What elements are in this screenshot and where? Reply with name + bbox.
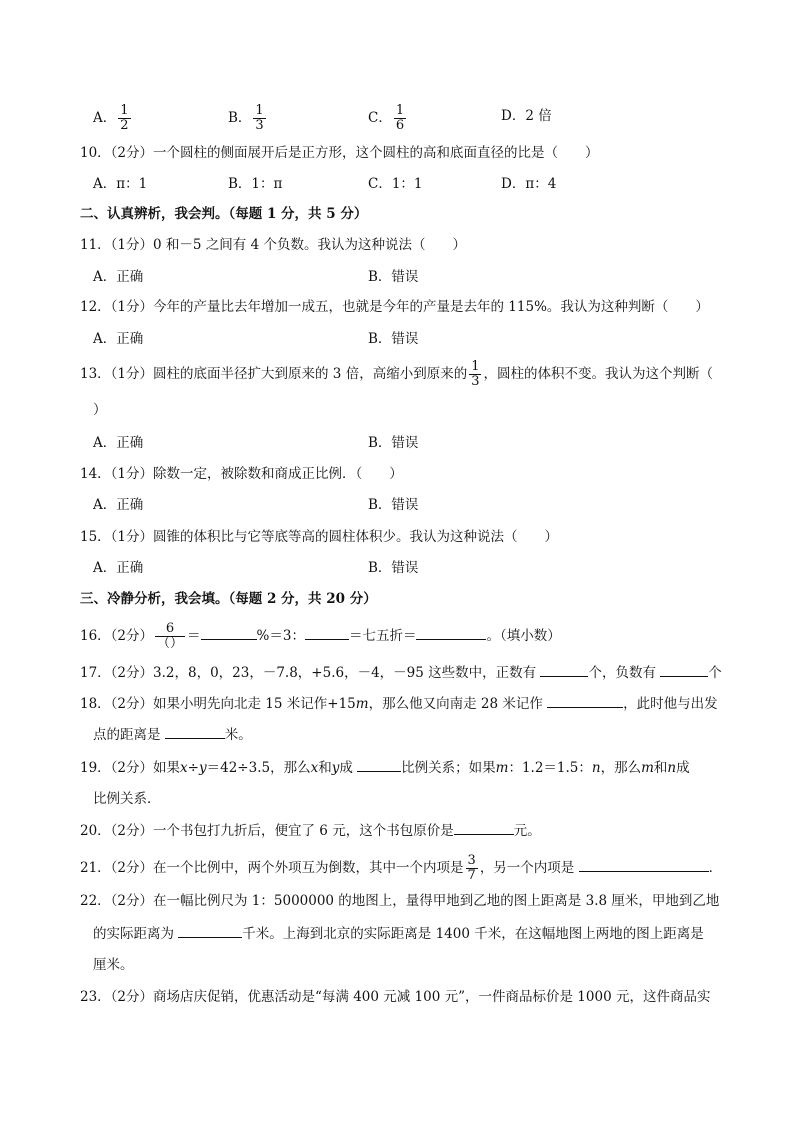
q10-option-b: B．1：π bbox=[228, 176, 283, 192]
q23-text: 23．（2分）商场店庆促销，优惠活动是“每满 400 元减 100 元”，一件商品标价是 1000 元，这件商品实 bbox=[80, 989, 711, 1005]
answer-blank[interactable] bbox=[416, 625, 486, 640]
q9-option-c: C． $\frac{1}{6}$ bbox=[368, 103, 405, 133]
q14-option-b: B．错误 bbox=[368, 497, 419, 513]
q12-text: 12．（1分）今年的产量比去年增加一成五，也就是今年的产量是去年的 115%。我认为这种判断（ ） bbox=[80, 299, 709, 315]
q10-option-a: A．π：1 bbox=[93, 176, 148, 192]
section-3-heading: 三、冷静分析，我会填。（每题 2 分，共 20 分） bbox=[80, 591, 377, 607]
answer-blank[interactable] bbox=[660, 662, 708, 677]
section-2-heading: 二、认真辨析，我会判。（每题 1 分，共 5 分） bbox=[80, 206, 368, 222]
q12-option-b: B．错误 bbox=[368, 331, 419, 347]
q20-text: 20．（2分）一个书包打九折后，便宜了 6 元，这个书包原价是 元。 bbox=[80, 820, 541, 841]
q19-text: 19．（2分）如果x÷y＝42÷3.5，那么x和y成 比例关系；如果m：1.2＝1.5：n，那么m和n成 bbox=[80, 757, 690, 778]
answer-blank[interactable] bbox=[178, 923, 242, 938]
q9-option-d: D．2 倍 bbox=[501, 108, 552, 124]
q10-option-d: D．π：4 bbox=[501, 176, 557, 192]
answer-blank[interactable] bbox=[201, 625, 257, 640]
q18-text: 18．（2分）如果小明先向北走 15 米记作+15m，那么他又向南走 28 米记作 ，此时他与出发 bbox=[80, 693, 718, 714]
answer-blank[interactable] bbox=[305, 625, 349, 640]
q10-option-c: C．1：1 bbox=[368, 176, 423, 192]
answer-blank[interactable] bbox=[165, 724, 225, 739]
q22-text-cont: 的实际距离为 千米。上海到北京的实际距离是 1400 千米，在这幅地图上两地的图上距离是 bbox=[93, 923, 704, 944]
q13-option-a: A．正确 bbox=[93, 435, 144, 451]
answer-blank[interactable] bbox=[547, 693, 623, 708]
q17-text: 17．（2分）3.2，8，0，23，－7.8，+5.6，－4，－95 这些数中，正数有 个，负数有 个 bbox=[80, 662, 722, 683]
fraction: $\frac{6}{()}$ bbox=[157, 621, 184, 651]
answer-blank[interactable] bbox=[357, 757, 401, 772]
fraction: $\frac{3}{7}$ bbox=[467, 853, 476, 883]
q12-option-a: A．正确 bbox=[93, 331, 144, 347]
fraction: $\frac{1}{2}$ bbox=[120, 103, 129, 133]
answer-blank[interactable] bbox=[579, 857, 709, 872]
q15-text: 15．（1分）圆锥的体积比与它等底等高的圆柱体积少。我认为这种说法（ ） bbox=[80, 529, 559, 545]
q21-text: 21．（2分）在一个比例中，两个外项互为倒数，其中一个内项是 $\frac{3}{7}$ ，另一个内项是 ． bbox=[80, 853, 723, 883]
q11-option-b: B．错误 bbox=[368, 269, 419, 285]
answer-blank[interactable] bbox=[454, 820, 514, 835]
q9-option-a: A． $\frac{1}{2}$ bbox=[93, 103, 129, 133]
q11-text: 11．（1分）0 和－5 之间有 4 个负数。我认为这种说法（ ） bbox=[80, 237, 466, 253]
q9-option-b: B． $\frac{1}{3}$ bbox=[228, 103, 264, 133]
q14-text: 14．（1分）除数一定，被除数和商成正比例．（ ） bbox=[80, 466, 403, 482]
q13-text-cont: ） bbox=[93, 402, 107, 418]
q10-text: 10．（2分）一个圆柱的侧面展开后是正方形，这个圆柱的高和底面直径的比是（ ） bbox=[80, 145, 599, 161]
q14-option-a: A．正确 bbox=[93, 497, 144, 513]
q16-text: 16．（2分） $\frac{6}{()}$ ＝ %＝3： ＝七五折＝ 。（填小数） bbox=[80, 621, 561, 651]
q11-option-a: A．正确 bbox=[93, 269, 144, 285]
fraction: $\frac{1}{3}$ bbox=[255, 103, 264, 133]
q18-text-cont: 点的距离是 米。 bbox=[93, 724, 252, 745]
q19-text-cont: 比例关系． bbox=[93, 791, 161, 807]
q15-option-a: A．正确 bbox=[93, 560, 144, 576]
fraction: $\frac{1}{6}$ bbox=[395, 103, 405, 133]
answer-blank[interactable] bbox=[540, 662, 588, 677]
q13-text: 13．（1分）圆柱的底面半径扩大到原来的 3 倍，高缩小到原来的 $\frac{1}{3}$ ，圆柱的体积不变。我认为这个判断（ bbox=[80, 359, 713, 389]
q13-option-b: B．错误 bbox=[368, 435, 419, 451]
q22-text: 22．（2分）在一幅比例尺为 1：5000000 的地图上，量得甲地到乙地的图上距离是 3.8 厘米，甲地到乙地 bbox=[80, 893, 720, 909]
q15-option-b: B．错误 bbox=[368, 560, 419, 576]
fraction: $\frac{1}{3}$ bbox=[471, 359, 480, 389]
q22-text-cont-2: 厘米。 bbox=[93, 957, 134, 973]
